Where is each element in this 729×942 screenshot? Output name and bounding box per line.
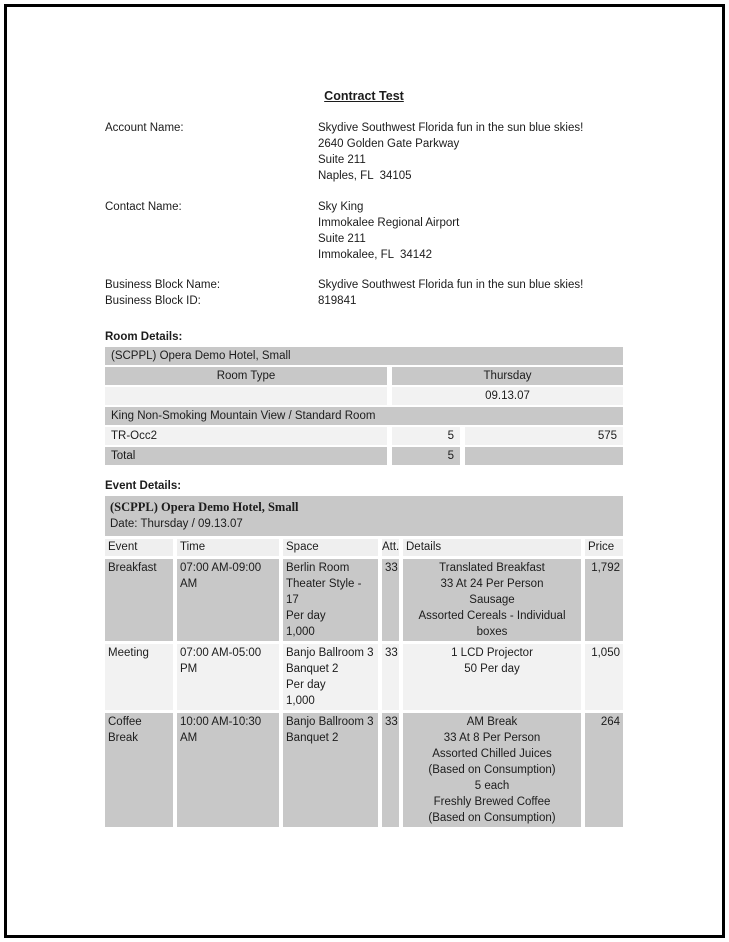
table-row [105, 427, 623, 445]
table-row [105, 347, 623, 365]
day-header-cell: Thursday [392, 367, 623, 385]
event-time-cell: 07:00 AM-05:00 PM [177, 644, 279, 710]
event-row-breakfast [105, 559, 623, 641]
account-name-section [105, 120, 623, 184]
event-price-cell: 264 [585, 713, 623, 827]
event-space-cell: Banjo Ballroom 3 Banquet 2 [283, 713, 378, 827]
event-time-cell: 10:00 AM-10:30 AM [177, 713, 279, 827]
event-hotel-name: (SCPPL) Opera Demo Hotel, Small [110, 500, 299, 514]
room-details-table [105, 347, 623, 465]
total-label-cell: Total [105, 447, 387, 465]
event-price-cell: 1,792 [585, 559, 623, 641]
event-name-cell: Breakfast [105, 559, 173, 641]
table-row [105, 407, 623, 425]
event-details-table [105, 539, 623, 827]
account-name-value: Skydive Southwest Florida fun in the sun blue skies! 2640 Golden Gate Parkway Suite 211 Naples, FL 34105 [318, 122, 584, 182]
document-body [105, 80, 623, 830]
event-details-heading: Event Details: [105, 480, 182, 492]
event-date-line: Date: Thursday / 09.13.07 [110, 518, 243, 530]
table-row [105, 367, 623, 385]
space-col-header: Space [283, 539, 378, 556]
business-block-id-label: Business Block ID: [105, 295, 201, 307]
room-name-cell: King Non-Smoking Mountain View / Standard Room [105, 407, 623, 425]
event-table-header-row [105, 539, 623, 556]
event-row-meeting [105, 644, 623, 710]
contact-name-label: Contact Name: [105, 201, 182, 213]
event-att-cell: 33 [382, 644, 399, 710]
business-block-section [105, 277, 623, 309]
event-att-cell: 33 [382, 713, 399, 827]
event-col-header: Event [105, 539, 173, 556]
business-block-name-label: Business Block Name: [105, 279, 221, 291]
empty-cell [105, 387, 387, 405]
room-amount-cell: 575 [465, 427, 623, 445]
rate-code-cell: TR-Occ2 [105, 427, 387, 445]
account-name-label: Account Name: [105, 122, 184, 134]
event-time-cell: 07:00 AM-09:00 AM [177, 559, 279, 641]
document-title: Contract Test [324, 89, 404, 103]
room-details-heading: Room Details: [105, 331, 183, 343]
date-cell: 09.13.07 [392, 387, 623, 405]
total-count-cell: 5 [392, 447, 460, 465]
event-space-cell: Berlin Room Theater Style - 17 Per day 1,000 [283, 559, 378, 641]
event-details-cell: Translated Breakfast 33 At 24 Per Person Sausage Assorted Cereals - Individual boxes [403, 559, 581, 641]
event-space-cell: Banjo Ballroom 3 Banquet 2 Per day 1,000 [283, 644, 378, 710]
details-col-header: Details [403, 539, 581, 556]
event-details-cell: AM Break 33 At 8 Per Person Assorted Chilled Juices (Based on Consumption) 5 each Freshly Brewed Coffee (Based on Consumption) [403, 713, 581, 827]
contact-name-section [105, 199, 623, 263]
event-att-cell: 33 [382, 559, 399, 641]
event-hotel-block [105, 496, 623, 536]
business-block-name-value: Skydive Southwest Florida fun in the sun blue skies! [318, 279, 584, 291]
table-row [105, 387, 623, 405]
att-col-header: Att. [382, 539, 399, 556]
room-hotel-cell: (SCPPL) Opera Demo Hotel, Small [105, 347, 623, 365]
room-count-cell: 5 [392, 427, 460, 445]
event-price-cell: 1,050 [585, 644, 623, 710]
room-type-header-cell: Room Type [105, 367, 387, 385]
event-details-cell: 1 LCD Projector 50 Per day [403, 644, 581, 710]
contact-name-value: Sky King Immokalee Regional Airport Suite 211 Immokalee, FL 34142 [318, 201, 460, 261]
empty-cell [465, 447, 623, 465]
price-col-header: Price [585, 539, 623, 556]
event-name-cell: Coffee Break [105, 713, 173, 827]
business-block-id-value: 819841 [318, 295, 357, 307]
event-name-cell: Meeting [105, 644, 173, 710]
table-row [105, 447, 623, 465]
event-row-coffee-break [105, 713, 623, 827]
time-col-header: Time [177, 539, 279, 556]
